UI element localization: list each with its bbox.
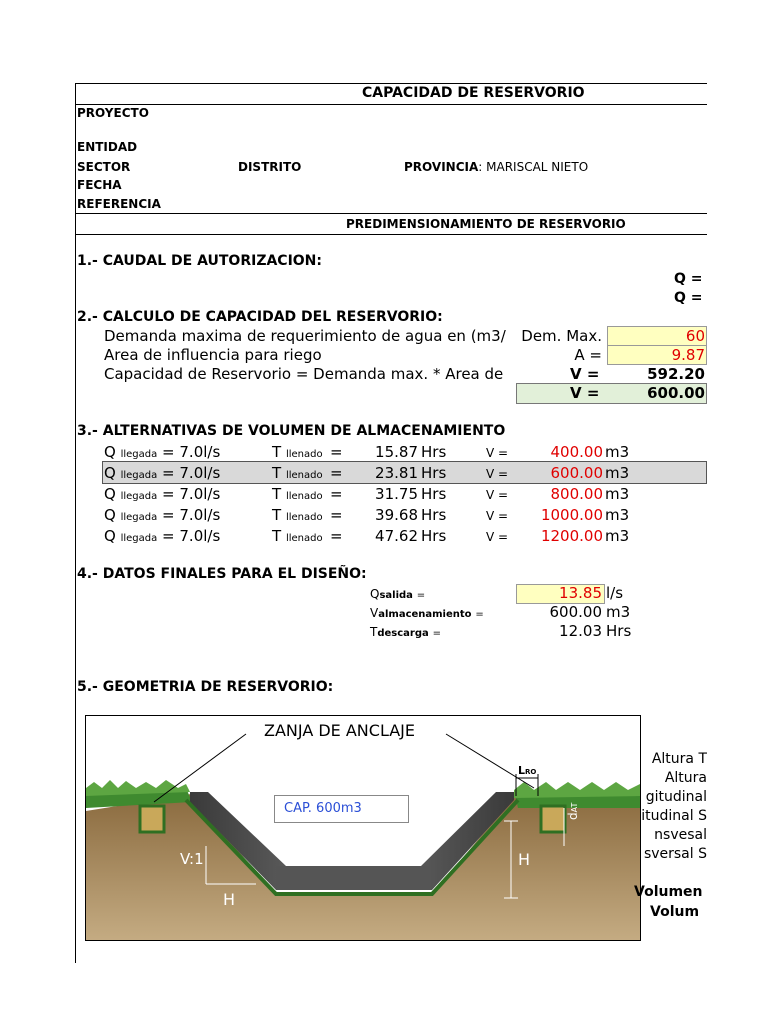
t-eq-cell [330, 527, 343, 545]
t-eq: = [330, 527, 343, 545]
vol-value: 400.00 [550, 443, 603, 461]
q-llegada-cell [104, 464, 220, 482]
hrs-value: 23.81 [375, 464, 418, 482]
t-eq: = [330, 464, 343, 482]
hrs-unit-cell [421, 464, 446, 482]
demanda-label: Demanda maxima de requerimiento de agua en (m3/ [104, 327, 506, 345]
hrs-value: 39.68 [375, 506, 418, 524]
q-sub: llegada [120, 470, 158, 481]
v-almacenamiento-unit: m3 [606, 603, 631, 621]
t-desc-eq: = [432, 628, 441, 639]
q-llegada-cell [104, 485, 220, 503]
vol-unit: m3 [605, 527, 630, 545]
provincia-field [404, 160, 588, 174]
q-salida-label [370, 587, 425, 601]
hrs-value: 31.75 [375, 485, 418, 503]
vol-unit-cell [605, 485, 629, 503]
t-llenado-cell [272, 443, 323, 461]
t-eq-cell [330, 485, 343, 503]
capacidad-label: Capacidad de Reservorio = Demanda max. * Area de [104, 365, 504, 383]
vol-cell[interactable] [510, 527, 603, 545]
v-label: V = [486, 467, 509, 481]
reservoir-figure [85, 715, 641, 941]
h-right-label: H [518, 850, 531, 869]
t-desc-letter: T [370, 625, 378, 639]
t-sub: llenado [285, 533, 323, 544]
vol-unit-cell [605, 527, 629, 545]
q-letter: Q [104, 443, 116, 461]
hrs-unit: Hrs [421, 443, 447, 461]
t-llenado-cell [272, 485, 323, 503]
t-eq: = [330, 443, 343, 461]
hrs-unit-cell [421, 527, 446, 545]
vol-unit-cell [605, 443, 629, 461]
slope-label: V:1 [180, 850, 204, 868]
t-desc-sub: descarga [377, 628, 429, 639]
vol-cell[interactable] [510, 506, 603, 524]
hrs-unit: Hrs [421, 464, 447, 482]
v-label: V = [486, 530, 509, 544]
lro-sub: RO [525, 768, 537, 776]
v-label: V = [486, 509, 509, 523]
vol-unit-cell [605, 464, 629, 482]
vol-cell[interactable] [510, 464, 603, 482]
q-salida-letter: Q [370, 587, 380, 601]
q-llegada-cell [104, 443, 220, 461]
q-value: = 7.0l/s [162, 506, 221, 524]
q-label-1: Q = [674, 271, 703, 287]
sec2-title: 2.- CALCULO DE CAPACIDAD DEL RESERVORIO: [77, 309, 443, 325]
dat-label [566, 803, 580, 820]
hrs-cell [360, 464, 418, 482]
q-value: = 7.0l/s [162, 443, 221, 461]
v-label-cell [486, 443, 508, 461]
entidad-label: ENTIDAD [77, 140, 138, 154]
t-descarga-label [370, 625, 441, 639]
fecha-label: FECHA [77, 178, 122, 192]
q-sub: llegada [120, 449, 158, 460]
q-letter: Q [104, 464, 116, 482]
vol-value: 1200.00 [540, 527, 603, 545]
q-value: = 7.0l/s [162, 485, 221, 503]
q-value: = 7.0l/s [162, 464, 221, 482]
q-letter: Q [104, 485, 116, 503]
v-label-cell [486, 464, 508, 482]
t-eq-cell [330, 443, 343, 461]
t-eq: = [330, 506, 343, 524]
right-label-2: gitudinal [645, 789, 707, 805]
t-sub: llenado [285, 470, 323, 481]
provincia-label: PROVINCIA [404, 160, 479, 174]
volume-label-2: Volum [650, 904, 700, 920]
hrs-cell [360, 506, 418, 524]
q-llegada-cell [104, 527, 220, 545]
v-label-cell [486, 527, 508, 545]
volume-symbol: V = [570, 384, 600, 402]
left-border [75, 83, 76, 963]
referencia-label: REFERENCIA [77, 197, 161, 211]
t-letter: T [272, 464, 282, 482]
vol-value: 1000.00 [540, 506, 603, 524]
hrs-cell [360, 443, 418, 461]
t-llenado-cell [272, 527, 323, 545]
q-salida-eq: = [416, 590, 426, 601]
vol-unit: m3 [605, 464, 630, 482]
q-salida-value: 13.85 [559, 584, 602, 602]
vol-unit: m3 [605, 443, 630, 461]
hrs-unit: Hrs [421, 485, 447, 503]
lro-letter: L [518, 764, 526, 777]
q-sub: llegada [120, 533, 158, 544]
area-value: 9.87 [671, 346, 705, 364]
demanda-symbol: Dem. Max. [510, 327, 602, 345]
dat-letter: d [566, 812, 580, 820]
hrs-unit-cell [421, 485, 446, 503]
page-title: CAPACIDAD DE RESERVORIO [362, 85, 585, 101]
area-symbol: A = [574, 346, 602, 364]
area-label: Area de influencia para riego [104, 346, 322, 364]
figure-title: ZANJA DE ANCLAJE [264, 721, 415, 740]
volume-value: 600.00 [647, 384, 705, 402]
right-label-4: nsvesal [654, 827, 707, 843]
t-descarga-unit: Hrs [606, 622, 632, 640]
h-bottom-label: H [223, 890, 236, 909]
v-label: V = [486, 446, 509, 460]
hrs-unit-cell [421, 506, 446, 524]
t-sub: llenado [285, 512, 323, 523]
t-llenado-cell [272, 506, 323, 524]
t-letter: T [272, 506, 282, 524]
q-letter: Q [104, 506, 116, 524]
v-alm-eq: = [475, 609, 484, 620]
hrs-cell [360, 485, 418, 503]
v-alm-sub: almacenamiento [378, 609, 472, 620]
t-eq: = [330, 485, 343, 503]
q-letter: Q [104, 527, 116, 545]
sec1-title: 1.- CAUDAL DE AUTORIZACION: [77, 253, 322, 269]
t-letter: T [272, 527, 282, 545]
t-eq-cell [330, 464, 343, 482]
distrito-label: DISTRITO [238, 160, 302, 174]
q-salida-sub: salida [379, 590, 413, 601]
capacidad-value: 592.20 [647, 365, 705, 383]
hrs-unit: Hrs [421, 527, 447, 545]
q-sub: llegada [120, 512, 158, 523]
section-rule [75, 234, 707, 235]
t-sub: llenado [285, 449, 323, 460]
hrs-value: 15.87 [375, 443, 418, 461]
v-almacenamiento-value: 600.00 [549, 603, 602, 621]
header-rule [75, 104, 707, 105]
q-value: = 7.0l/s [162, 527, 221, 545]
t-letter: T [272, 443, 282, 461]
volume-label-1: Volumen [634, 884, 703, 900]
sec3-title: 3.- ALTERNATIVAS DE VOLUMEN DE ALMACENAMIENTO [77, 423, 506, 439]
reservoir-cross-section-illustration [86, 716, 640, 940]
hrs-unit-cell [421, 443, 446, 461]
right-label-3: itudinal S [641, 808, 707, 824]
right-label-5: sversal S [643, 846, 707, 862]
q-sub: llegada [120, 491, 158, 502]
vol-unit: m3 [605, 506, 630, 524]
proyecto-label: PROYECTO [77, 106, 149, 120]
capacidad-symbol: V = [570, 365, 600, 383]
sec4-title: 4.- DATOS FINALES PARA EL DISEÑO: [77, 566, 367, 582]
q-salida-unit: l/s [606, 584, 624, 602]
t-eq-cell [330, 506, 343, 524]
v-label-cell [486, 485, 508, 503]
capacity-label: CAP. 600m3 [284, 801, 362, 816]
t-descarga-value: 12.03 [559, 622, 602, 640]
provincia-value: : MARISCAL NIETO [478, 160, 589, 174]
demanda-value: 60 [685, 327, 705, 345]
t-llenado-cell [272, 464, 323, 482]
t-sub: llenado [285, 491, 323, 502]
sec5-title: 5.- GEOMETRIA DE RESERVORIO: [77, 679, 334, 695]
lro-label [518, 764, 536, 777]
sector-label: SECTOR [77, 160, 131, 174]
v-alm-letter: V [370, 606, 379, 620]
section-title: PREDIMENSIONAMIENTO DE RESERVORIO [346, 217, 626, 231]
hrs-unit: Hrs [421, 506, 447, 524]
dat-sub: AT [570, 802, 579, 813]
vol-unit: m3 [605, 485, 630, 503]
vol-unit-cell [605, 506, 629, 524]
v-label-cell [486, 506, 508, 524]
vol-cell[interactable] [510, 485, 603, 503]
top-rule [75, 83, 707, 84]
right-label-0: Altura T [651, 751, 707, 767]
vol-value: 600.00 [550, 464, 603, 482]
v-label: V = [486, 488, 509, 502]
vol-value: 800.00 [550, 485, 603, 503]
vol-cell[interactable] [510, 443, 603, 461]
q-label-2: Q = [674, 290, 703, 306]
right-label-1: Altura [664, 770, 707, 786]
v-almacenamiento-label [370, 606, 484, 620]
t-letter: T [272, 485, 282, 503]
hrs-cell [360, 527, 418, 545]
q-llegada-cell [104, 506, 220, 524]
referencia-rule [75, 213, 707, 214]
hrs-value: 47.62 [375, 527, 418, 545]
